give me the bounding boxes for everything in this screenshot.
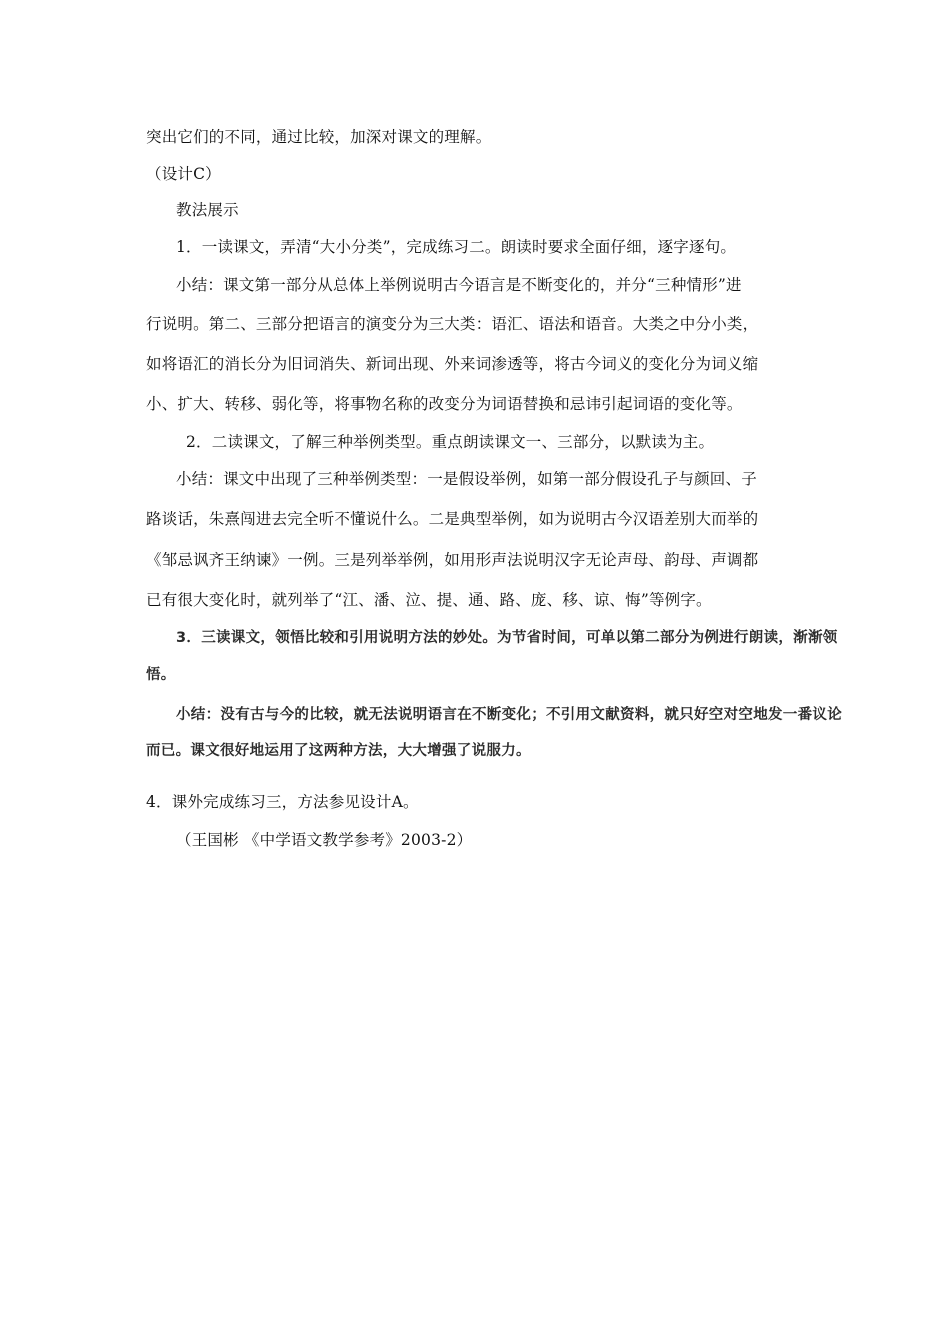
summary-1-line-2: 行说明。第二、三部分把语言的演变分为三大类：语汇、语法和语音。大类之中分小类， [146, 315, 759, 333]
step-4: 4．课外完成练习三，方法参见设计A。 [146, 793, 419, 811]
summary-1-line-1: 小结：课文第一部分从总体上举例说明古今语言是不断变化的，并分“三种情形”进 [176, 276, 742, 294]
step-2: 2．二读课文，了解三种举例类型。重点朗读课文一、三部分，以默读为主。 [186, 433, 715, 451]
summary-1-line-4: 小、扩大、转移、弱化等，将事物名称的改变分为词语替换和忌讳引起词语的变化等。 [146, 395, 743, 413]
summary-2-line-3: 《邹忌讽齐王纳谏》一例。三是列举举例，如用形声法说明汉字无论声母、韵母、声调都 [146, 551, 759, 569]
teaching-method-heading: 教法展示 [176, 201, 239, 219]
summary-3-line-1: 小结：没有古与今的比较，就无法说明语言在不断变化；不引用文献资料，就只好空对空地发一番议论 [176, 707, 842, 723]
summary-2-line-2: 路谈话，朱熹闯进去完全听不懂说什么。二是典型举例，如为说明古今汉语差别大而举的 [146, 510, 759, 528]
summary-1-line-3: 如将语汇的消长分为旧词消失、新词出现、外来词渗透等，将古今词义的变化分为词义缩 [146, 355, 759, 373]
source-citation: （王国彬 《中学语文教学参考》2003-2） [176, 831, 473, 849]
step-1: 1．一读课文，弄清“大小分类”，完成练习二。朗读时要求全面仔细，逐字逐句。 [176, 238, 737, 256]
summary-3-line-2: 而已。课文很好地运用了这两种方法，大大增强了说服力。 [146, 743, 531, 759]
paragraph-line-1: 突出它们的不同，通过比较，加深对课文的理解。 [146, 128, 492, 146]
summary-2-line-1: 小结：课文中出现了三种举例类型：一是假设举例，如第一部分假设孔子与颜回、子 [176, 470, 757, 488]
step-3-line-2: 悟。 [146, 667, 176, 683]
summary-2-line-4: 已有很大变化时，就列举了“江、潘、泣、提、通、路、庞、移、谅、悔”等例字。 [146, 591, 712, 609]
design-c-heading: （设计C） [146, 165, 221, 183]
step-3-line-1: 3．三读课文，领悟比较和引用说明方法的妙处。为节省时间，可单以第二部分为例进行朗读，渐渐领 [176, 630, 838, 646]
